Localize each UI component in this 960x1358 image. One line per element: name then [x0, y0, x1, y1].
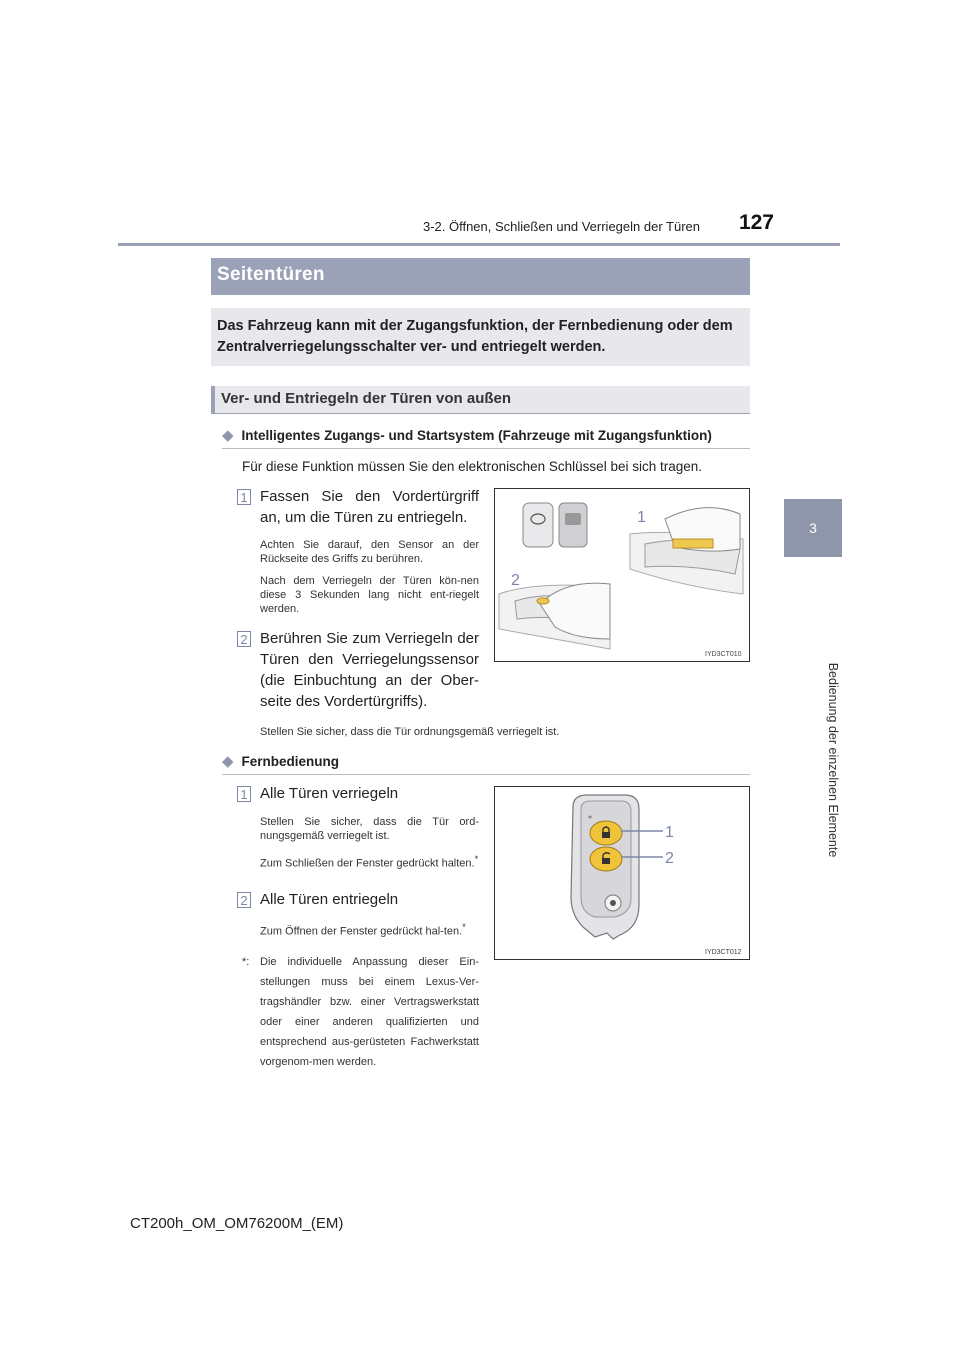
- running-header-section: 3-2. Öffnen, Schließen und Verriegeln der Türen: [422, 219, 700, 234]
- remote-step2-note: [260, 920, 479, 939]
- document-code: CT200h_OM_OM76200M_(EM): [130, 1215, 344, 1232]
- door-handle-figure: [494, 488, 750, 662]
- panic-button-icon: [605, 895, 621, 911]
- asterisk: *: [462, 922, 466, 932]
- footnote-text: Die individuelle Anpassung dieser Ein-stellungen muss bei einem Lexus-Ver-tragshändler bzw. einer Vertragswerkstatt oder einer anderen qualifizierten und entsprechend aus-gerüsteten Fachwerkstatt vorgenom-men werden.: [260, 956, 479, 1068]
- figure1-callout-2: 2: [511, 572, 520, 589]
- smart-access-lead: Für diese Funktion müssen Sie den elektronischen Schlüssel bei sich tragen.: [242, 459, 702, 474]
- header-rule: [118, 243, 840, 246]
- remote-step-number-2: 2: [237, 892, 251, 908]
- remote-step1: Alle Türen verriegeln: [260, 785, 399, 802]
- smart-access-step1-note1: Achten Sie darauf, den Sensor an der Rückseite des Griffs zu berühren.: [260, 539, 479, 565]
- figure2-callout-1: 1: [665, 824, 674, 841]
- remote-step2: Alle Türen entriegeln: [260, 891, 399, 908]
- smart-access-step1-note2: Nach dem Verriegeln der Türen kön-nen diese 3 Sekunden lang nicht ent-riegelt werden.: [260, 575, 479, 615]
- door-handle-unlock-icon: [630, 508, 743, 594]
- footnote-mark: *:: [242, 956, 250, 968]
- smart-access-closing-note: Stellen Sie sicher, dass die Tür ordnungsgemäß verriegelt ist.: [260, 726, 560, 738]
- smart-access-step1: Fassen Sie den Vordertürgriff an, um die Türen zu entriegeln.: [260, 488, 479, 526]
- remote-step1-note2: [260, 852, 479, 871]
- figure2-code: IYD3CT012: [705, 949, 742, 956]
- page-title: Seitentüren: [211, 258, 750, 295]
- step-number-1: 1: [237, 489, 251, 505]
- diamond-icon: ◆: [222, 753, 234, 770]
- remote-step1-note1: Stellen Sie sicher, dass die Tür ord-nungsgemäß verriegelt ist.: [260, 816, 479, 842]
- figure2-callout-2: 2: [665, 850, 674, 867]
- chapter-tab: 3: [784, 499, 842, 557]
- remote-key-figure: [494, 786, 750, 960]
- page-number: 127: [738, 211, 774, 234]
- unlock-button-icon: [590, 847, 622, 871]
- remote-step2-note-text: Zum Öffnen der Fenster gedrückt hal-ten.: [260, 925, 463, 938]
- chapter-tab-label: Bedienung der einzelnen Elemente: [826, 662, 840, 858]
- step-number-2: 2: [237, 631, 251, 647]
- smart-access-step2: Berühren Sie zum Verriegeln der Türen den Verriegelungssensor (die Einbuchtung an der Ober-seite des Vordertürgriffs).: [260, 630, 479, 710]
- smart-access-heading: [222, 426, 750, 449]
- door-handle-lock-icon: [499, 583, 610, 649]
- key-fob-back-icon: [559, 503, 587, 547]
- subsection-heading: Ver- und Entriegeln der Türen von außen: [211, 386, 750, 414]
- key-fob-front-icon: [523, 503, 553, 547]
- asterisk: *: [474, 854, 479, 864]
- figure1-callout-1: 1: [637, 509, 646, 526]
- remote-heading: [222, 752, 750, 775]
- remote-step-number-1: 1: [237, 786, 251, 802]
- remote-step1-note2-text: Zum Schließen der Fenster gedrückt halten.: [260, 857, 475, 870]
- diamond-icon: ◆: [222, 427, 234, 444]
- figure1-code: IYD3CT010: [705, 651, 742, 658]
- door-handle-illustration: [495, 489, 749, 661]
- remote-key-illustration: [495, 787, 749, 959]
- lock-button-icon: [590, 821, 622, 845]
- intro-box: Das Fahrzeug kann mit der Zugangsfunktion, der Fernbedienung oder dem Zentralverriegelungsschalter ver- und entriegelt werden.: [211, 308, 750, 366]
- smart-access-heading-text: Intelligentes Zugangs- und Startsystem (Fahrzeuge mit Zugangsfunktion): [241, 428, 712, 443]
- remote-heading-text: Fernbedienung: [241, 754, 340, 769]
